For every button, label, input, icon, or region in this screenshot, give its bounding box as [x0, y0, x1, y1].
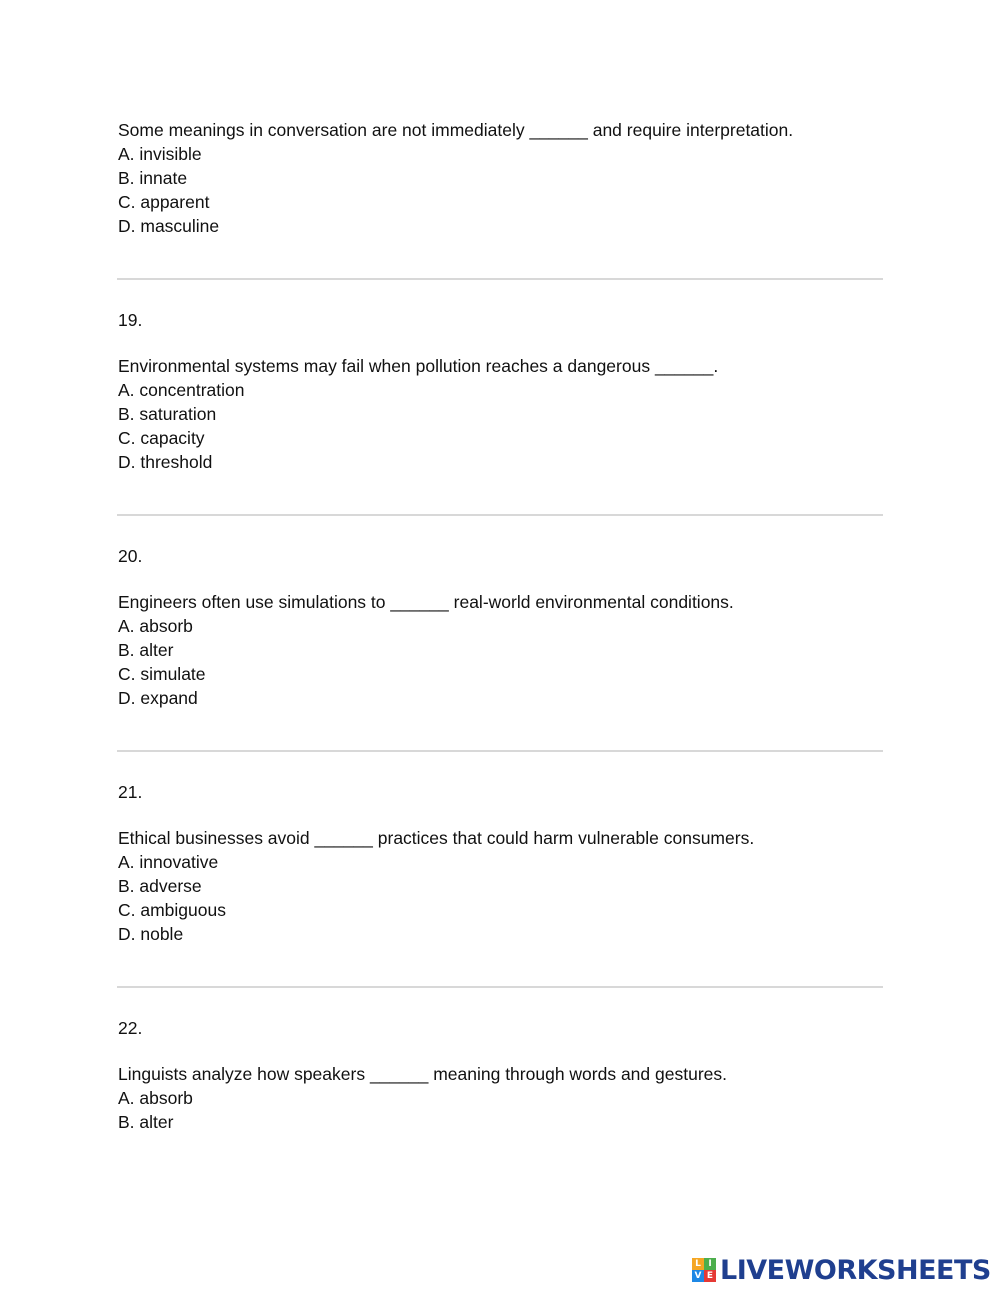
divider — [117, 986, 883, 988]
logo-mark-letter: E — [704, 1270, 716, 1282]
question-number: 19. — [118, 310, 143, 330]
question-prompt: Linguists analyze how speakers ______ meaning through words and gestures. — [118, 1064, 727, 1084]
answer-option[interactable]: A. absorb — [118, 616, 193, 636]
question-20 — [118, 544, 883, 710]
question-prompt: Engineers often use simulations to ______ real-world environmental conditions. — [118, 592, 734, 612]
question-18 — [118, 118, 883, 238]
answer-option[interactable]: D. threshold — [118, 452, 213, 472]
divider — [117, 750, 883, 752]
answer-option[interactable]: A. absorb — [118, 1088, 193, 1108]
divider — [117, 278, 883, 280]
question-21 — [118, 780, 883, 946]
logo-text: LIVEWORKSHEETS — [720, 1254, 991, 1286]
answer-option[interactable]: C. apparent — [118, 192, 210, 212]
answer-option[interactable]: C. capacity — [118, 428, 205, 448]
answer-option[interactable]: B. saturation — [118, 404, 217, 424]
answer-option[interactable]: C. ambiguous — [118, 900, 226, 920]
question-22 — [118, 1016, 883, 1134]
answer-option[interactable]: B. adverse — [118, 876, 202, 896]
answer-option[interactable]: A. innovative — [118, 852, 219, 872]
question-number: 22. — [118, 1018, 143, 1038]
answer-option[interactable]: A. invisible — [118, 144, 202, 164]
question-prompt: Environmental systems may fail when pollution reaches a dangerous ______. — [118, 356, 719, 376]
answer-option[interactable]: C. simulate — [118, 664, 206, 684]
answer-option[interactable]: D. masculine — [118, 216, 220, 236]
answer-option[interactable]: A. concentration — [118, 380, 245, 400]
logo-mark-letter: L — [692, 1258, 704, 1270]
divider — [117, 514, 883, 516]
answer-option[interactable]: D. noble — [118, 924, 184, 944]
answer-option[interactable]: B. alter — [118, 1112, 174, 1132]
question-prompt: Some meanings in conversation are not immediately ______ and require interpretation. — [118, 120, 794, 140]
question-number: 20. — [118, 546, 143, 566]
answer-option[interactable]: D. expand — [118, 688, 198, 708]
answer-option[interactable]: B. alter — [118, 640, 174, 660]
question-19 — [118, 308, 883, 474]
logo-mark-letter: V — [692, 1270, 704, 1282]
question-number: 21. — [118, 782, 143, 802]
question-prompt: Ethical businesses avoid ______ practices that could harm vulnerable consumers. — [118, 828, 755, 848]
logo-mark-icon — [692, 1258, 716, 1282]
liveworksheets-logo — [692, 1255, 991, 1285]
answer-option[interactable]: B. innate — [118, 168, 188, 188]
logo-mark-letter: I — [704, 1258, 716, 1270]
